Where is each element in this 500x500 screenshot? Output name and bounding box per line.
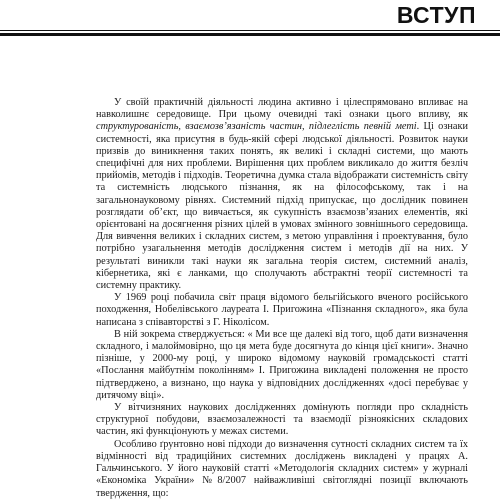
paragraph bbox=[96, 439, 468, 500]
chapter-header bbox=[0, 0, 500, 42]
text-segment: У вітчизняних наукових дослідженнях домінують погляди про складність структурної побудови, взаємозалежності та взаємодії різноякісних складових частин, які функціонують у межах системи. bbox=[96, 402, 468, 438]
text-segment: . Ці ознаки системності, яка присутня в будь-якій сфері людської діяльності. Розвиток науки призвів до виникнення таких понять, як великі і складні системи, що мають специфічні для них проблеми. Вирішення цих проблем викликало до життя безліч прийомів, методів і підходів. Теоретична думка стала відображати системність світу та системність людського пізнання, як на філософському, так і на загальнонауковому рівнях. Системний підхід припускає, що дослідник повинен розглядати об’єкт, що вивчається, як сукупність взаємозв’язаних елементів, які орієнтовані на досягнення різних цілей в умовах змінного зовнішнього середовища. Для вивчення великих і складних систем, з метою управління і проектування, було потрібно узагальнення методів дослідження систем і методів дії на них. У результаті виникли такі науки як загальна теорія систем, системний аналіз, кібернетика, які є ланками, що сполучають абстрактні теорії системності та системну практику. bbox=[96, 121, 468, 292]
text-segment: В ній зокрема стверджується: « Ми все ще далекі від того, щоб дати визначення складного, і малоймовірно, що ця мета буде досягнута до кінця цієї книги». Значно пізніше, у 2000-му році, у широко відомому науковій громадськості статті «Послання майбутнім поколінням» І. Пригожина викладені положення не просто підтверджено, а визнано, що наука у відповідних дослідженнях «досі перебуває у дитячому віці». bbox=[96, 328, 468, 401]
text-segment: У своїй практичній діяльності людина активно і цілеспрямовано впливає на навколишнє середовище. При цьому очевидні такі ознаки цього впливу, як bbox=[96, 97, 468, 121]
header-rule-thick bbox=[0, 33, 500, 36]
paragraph bbox=[96, 97, 468, 292]
paragraph bbox=[96, 402, 468, 439]
paragraph bbox=[96, 292, 468, 329]
paragraph bbox=[96, 329, 468, 402]
text-segment: Особливо ґрунтовно нові підходи до визначення сутності складних систем та їх відмінності від традиційних системних досліджень викладені у працях А. Гальчинського. У його науковій статті «Методологія складних систем» у журналі «Економіка України» №8/2007 найважливіші світоглядні позиції включають твердження, що: bbox=[96, 438, 468, 499]
body-text bbox=[96, 97, 468, 500]
header-rule-thin bbox=[0, 30, 500, 31]
text-segment: У 1969 році побачила світ праця відомого бельгійського вченого російського походження, Нобелівського лауреата І. Пригожина «Пізнання складного», яка була написана з співавторстві з Г. Ніколісом. bbox=[96, 292, 468, 328]
chapter-title: ВСТУП bbox=[396, 2, 476, 28]
italic-phrase: структурованість, взаємозв’язаність частин, підлеглість певній меті bbox=[96, 121, 417, 133]
